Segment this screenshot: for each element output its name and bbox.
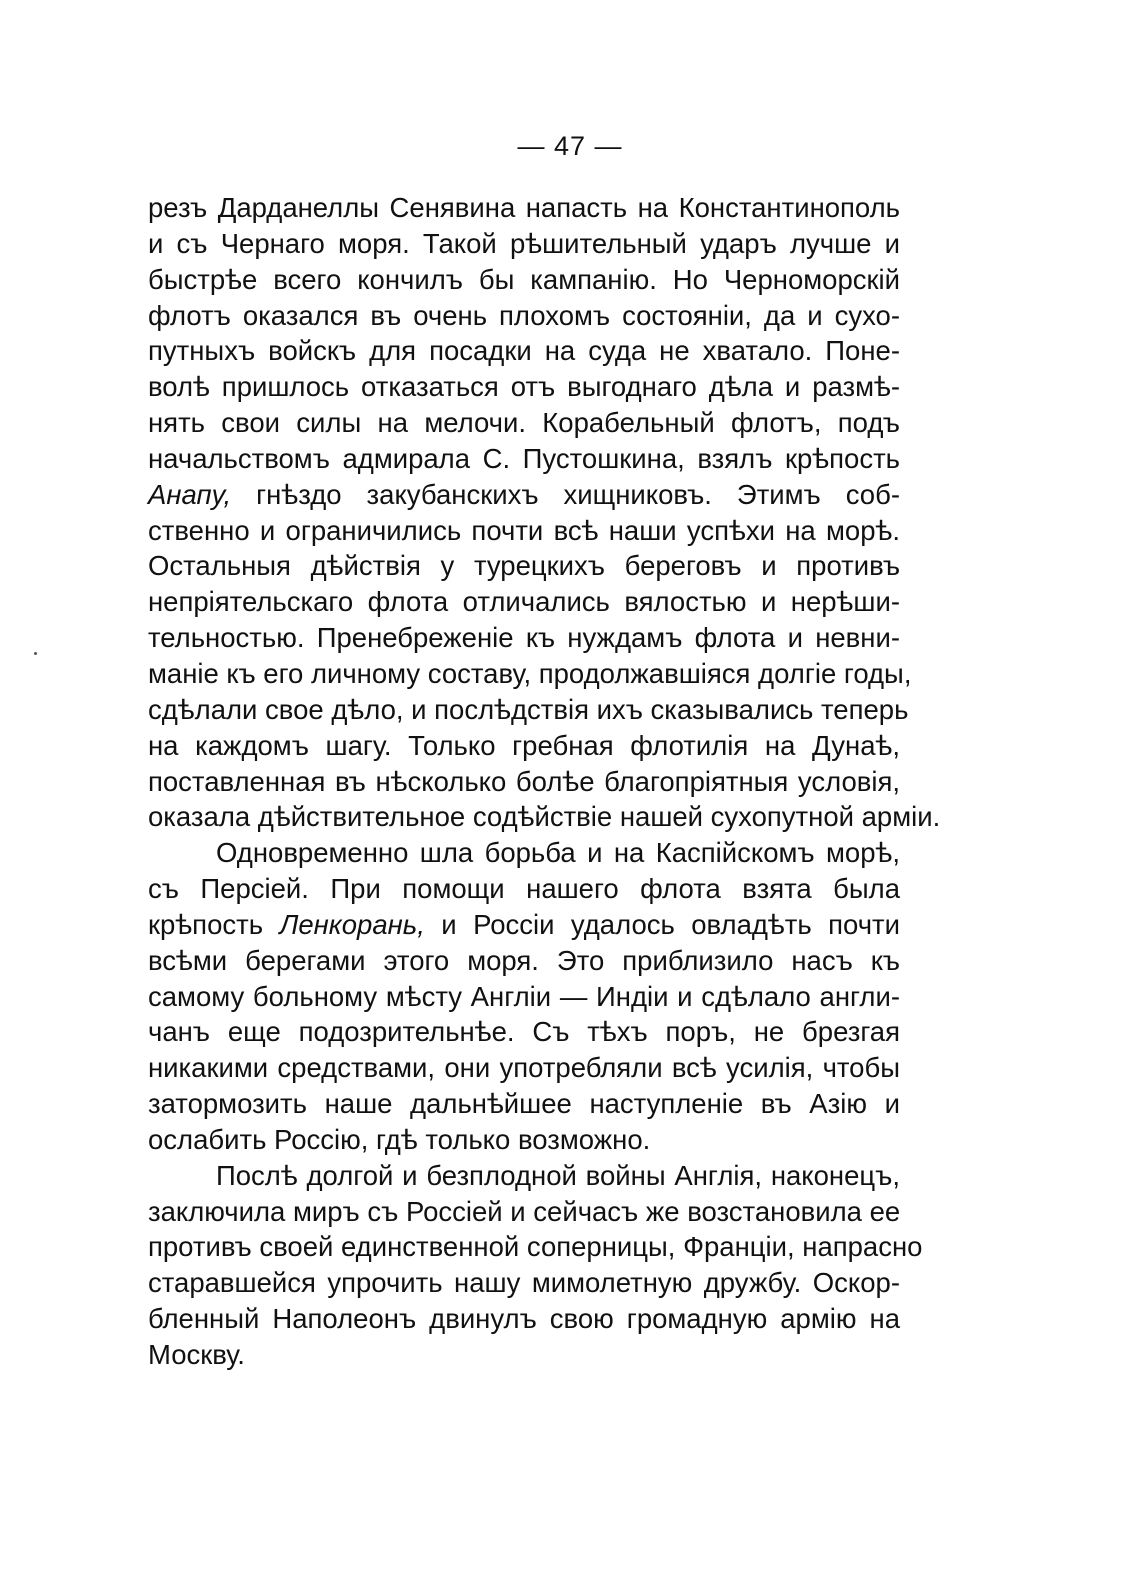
text-line: заключила миръ съ Россіей и сейчасъ же возстановила ее xyxy=(148,1195,901,1227)
text-line: резъ Дарданеллы Сенявина напасть на Константинополь xyxy=(148,192,900,223)
text-line: непріятельскаго флота отличались вялостью и нерѣши- xyxy=(148,586,900,618)
text-line: противъ своей единственной соперницы, Франціи, напрасно xyxy=(148,1231,923,1263)
text-line xyxy=(148,907,900,943)
paragraph-1 xyxy=(148,190,941,835)
text-segment: гнѣздо закубанскихъ хищниковъ. Этимъ соб- xyxy=(231,478,900,510)
text-line xyxy=(148,477,900,513)
text-line: ственно и ограничились почти всѣ наши успѣхи на морѣ. xyxy=(148,514,900,546)
text-line: поставленная въ нѣсколько болѣе благопріятныя условія, xyxy=(148,765,900,797)
page-number: — 47 — xyxy=(517,131,623,161)
text-line: затормозить наше дальнѣйшее наступленіе въ Азію и xyxy=(148,1088,900,1120)
text-line: всѣми берегами этого моря. Это приблизило насъ къ xyxy=(148,944,900,976)
text-line: на каждомъ шагу. Только гребная флотилія на Дунаѣ, xyxy=(148,729,900,761)
paragraph-2 xyxy=(148,835,900,1158)
text-line: Послѣ долгой и безплодной войны Англія, наконецъ, xyxy=(216,1159,900,1191)
scan-speck xyxy=(34,652,37,655)
text-segment: и Россіи удалось овладѣть почти xyxy=(424,908,900,940)
italic-place-name: Анапу, xyxy=(148,478,232,510)
text-line: старавшейся упрочить нашу мимолетную дружбу. Оскор- xyxy=(148,1267,900,1299)
text-line: маніе къ его личному составу, продолжавшіяся долгіе годы, xyxy=(148,657,912,689)
text-line: флотъ оказался въ очень плохомъ состояніи, да и сухо- xyxy=(148,299,900,331)
text-line: самому больному мѣсту Англіи — Индіи и сдѣлало англи- xyxy=(148,980,900,1012)
text-line: Москву. xyxy=(148,1339,245,1370)
text-line: и съ Чернаго моря. Такой рѣшительный ударъ лучше и xyxy=(148,227,900,259)
text-line: чанъ еще подозрительнѣе. Съ тѣхъ поръ, не брезгая xyxy=(148,1016,900,1048)
text-line: тельностью. Пренебреженіе къ нуждамъ флота и невни- xyxy=(148,622,900,654)
text-line: оказала дѣйствительное содѣйствіе нашей сухопутной арміи. xyxy=(148,801,941,833)
text-line: никакими средствами, они употребляли всѣ усилія, чтобы xyxy=(148,1052,900,1084)
italic-place-name: Ленкорань, xyxy=(279,908,425,940)
text-line: сдѣлали свое дѣло, и послѣдствія ихъ сказывались теперь xyxy=(148,693,909,725)
text-line: начальствомъ адмирала С. Пустошкина, взялъ крѣпость xyxy=(148,442,900,474)
text-line: волѣ пришлось отказаться отъ выгоднаго дѣла и размѣ- xyxy=(148,371,900,403)
text-line: путныхъ войскъ для посадки на суда не хватало. Поне- xyxy=(148,335,900,367)
text-segment: крѣпость xyxy=(148,908,280,940)
text-line: бленный Наполеонъ двинулъ свою громадную армію на xyxy=(148,1303,900,1335)
text-line: Одновременно шла борьба и на Каспійскомъ морѣ, xyxy=(216,837,900,869)
text-line: быстрѣе всего кончилъ бы кампанію. Но Черноморскій xyxy=(148,263,900,295)
text-line: нять свои силы на мелочи. Корабельный флотъ, подъ xyxy=(148,407,900,439)
body-text xyxy=(148,190,941,1373)
text-line: Остальныя дѣйствія у турецкихъ береговъ и противъ xyxy=(148,550,900,582)
text-line: съ Персіей. При помощи нашего флота взята была xyxy=(148,873,900,905)
paragraph-3 xyxy=(148,1158,923,1373)
text-line: ослабить Россію, гдѣ только возможно. xyxy=(148,1123,651,1155)
